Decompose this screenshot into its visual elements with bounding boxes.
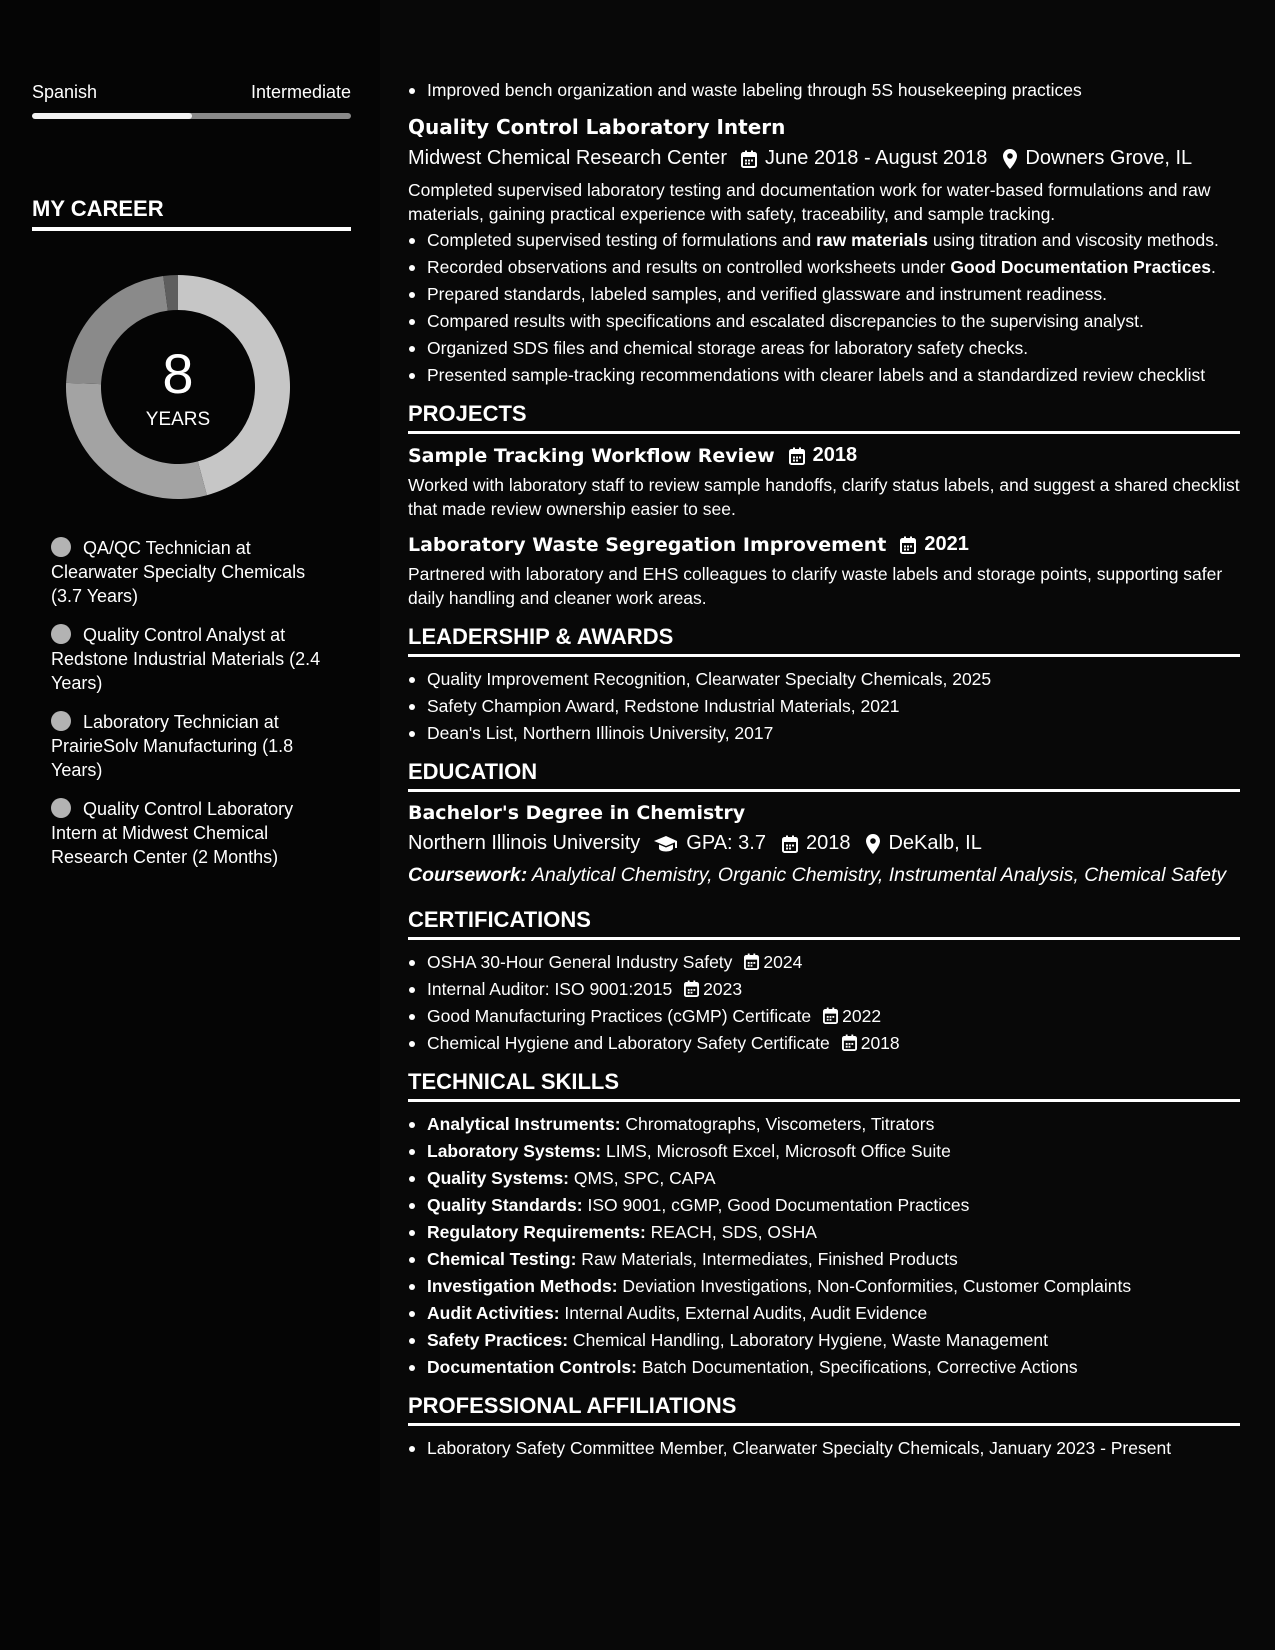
calendar-icon bbox=[684, 980, 699, 997]
job-bullets bbox=[408, 228, 1240, 387]
skill-item bbox=[408, 1166, 1240, 1190]
certifications-heading: CERTIFICATIONS bbox=[408, 907, 1240, 940]
career-years-label: YEARS bbox=[145, 409, 211, 430]
bullet-item bbox=[408, 228, 1240, 252]
skill-values: QMS, SPC, CAPA bbox=[569, 1168, 716, 1188]
certification-year: 2022 bbox=[842, 1006, 882, 1026]
job-location: Downers Grove, IL bbox=[1025, 147, 1193, 169]
certification-name: Chemical Hygiene and Laboratory Safety Certificate bbox=[427, 1033, 830, 1053]
graduation-year: 2018 bbox=[805, 832, 851, 854]
calendar-icon bbox=[782, 835, 798, 853]
degree-title: Bachelor's Degree in Chemistry bbox=[408, 802, 746, 824]
skill-values: Batch Documentation, Specifications, Corrective Actions bbox=[637, 1357, 1078, 1377]
bullet-bold: raw materials bbox=[816, 230, 928, 250]
coursework-text: Analytical Chemistry, Organic Chemistry, Instrumental Analysis, Chemical Safety bbox=[527, 864, 1227, 886]
education-meta bbox=[408, 832, 1240, 855]
skill-item bbox=[408, 1247, 1240, 1271]
project-item bbox=[408, 533, 1240, 610]
skill-category: Investigation Methods: bbox=[427, 1276, 618, 1296]
project-description: Partnered with laboratory and EHS colleagues to clarify waste labels and storage points, supporting safer daily handling and cleaner work areas. bbox=[408, 564, 1223, 608]
calendar-icon bbox=[900, 536, 916, 554]
career-item-text: Quality Control Analyst at Redstone Industrial Materials (2.4 Years) bbox=[51, 625, 321, 693]
job-description: Completed supervised laboratory testing and documentation work for water-based formulations and raw materials, gaining practical experience with safety, traceability, and sample tracking. bbox=[408, 180, 1211, 224]
skill-category: Safety Practices: bbox=[427, 1330, 569, 1350]
career-item-text: Laboratory Technician at PrairieSolv Manufacturing (1.8 Years) bbox=[51, 712, 294, 780]
certification-item bbox=[408, 1031, 1240, 1055]
career-item bbox=[51, 797, 331, 869]
skill-category: Regulatory Requirements: bbox=[427, 1222, 646, 1242]
affiliations-heading: PROFESSIONAL AFFILIATIONS bbox=[408, 1393, 1240, 1426]
career-years-number: 8 bbox=[162, 342, 194, 405]
skill-item bbox=[408, 1274, 1240, 1298]
bullet-bold: Good Documentation Practices bbox=[950, 257, 1211, 277]
skill-category: Chemical Testing: bbox=[427, 1249, 577, 1269]
calendar-icon bbox=[842, 1034, 857, 1051]
language-progress-bar bbox=[32, 113, 351, 119]
school-name: Northern Illinois University bbox=[408, 832, 641, 854]
bullet-item: Compared results with specifications and escalated discrepancies to the supervising analyst. bbox=[408, 309, 1240, 333]
award-item: Quality Improvement Recognition, Clearwater Specialty Chemicals, 2025 bbox=[408, 667, 1240, 691]
skill-category: Documentation Controls: bbox=[427, 1357, 637, 1377]
project-title-row bbox=[408, 444, 1240, 467]
career-heading: MY CAREER bbox=[32, 196, 351, 231]
graduation-cap-icon bbox=[654, 836, 678, 852]
job-company: Midwest Chemical Research Center bbox=[408, 147, 728, 169]
career-dot bbox=[51, 624, 71, 644]
career-dot bbox=[51, 537, 71, 557]
skill-item bbox=[408, 1193, 1240, 1217]
award-item: Safety Champion Award, Redstone Industrial Materials, 2021 bbox=[408, 694, 1240, 718]
certification-year: 2023 bbox=[703, 979, 743, 999]
calendar-icon bbox=[789, 447, 805, 465]
career-item bbox=[51, 710, 331, 782]
skill-values: Internal Audits, External Audits, Audit Evidence bbox=[559, 1303, 928, 1323]
certification-item bbox=[408, 950, 1240, 974]
skill-item bbox=[408, 1112, 1240, 1136]
project-description: Worked with laboratory staff to review sample handoffs, clarify status labels, and suggest a shared checklist that made review ownership easier to see. bbox=[408, 475, 1240, 519]
sidebar bbox=[0, 0, 380, 1650]
skill-category: Laboratory Systems: bbox=[427, 1141, 602, 1161]
project-title-row bbox=[408, 533, 1240, 556]
calendar-icon bbox=[744, 953, 759, 970]
affiliation-item: Laboratory Safety Committee Member, Clearwater Specialty Chemicals, January 2023 - Present bbox=[408, 1436, 1240, 1460]
calendar-icon bbox=[823, 1007, 838, 1024]
gpa: GPA: 3.7 bbox=[686, 832, 766, 854]
project-item bbox=[408, 444, 1240, 521]
career-list bbox=[51, 536, 331, 884]
project-title: Laboratory Waste Segregation Improvement bbox=[408, 533, 887, 556]
project-year: 2021 bbox=[924, 533, 969, 555]
calendar-icon bbox=[741, 150, 757, 168]
certifications-list bbox=[408, 950, 1240, 1055]
bullet-text: Completed supervised testing of formulations and bbox=[427, 230, 817, 250]
previous-job-bullets bbox=[408, 78, 1240, 102]
coursework bbox=[408, 863, 1240, 887]
skill-item bbox=[408, 1220, 1240, 1244]
bullet-text: Recorded observations and results on controlled worksheets under bbox=[427, 257, 951, 277]
project-title: Sample Tracking Workflow Review bbox=[408, 444, 775, 467]
awards-heading: LEADERSHIP & AWARDS bbox=[408, 624, 1240, 657]
skill-values: Raw Materials, Intermediates, Finished Products bbox=[576, 1249, 958, 1269]
skill-item bbox=[408, 1328, 1240, 1352]
skill-category: Quality Systems: bbox=[427, 1168, 569, 1188]
certification-year: 2018 bbox=[860, 1033, 900, 1053]
resume-content bbox=[408, 78, 1240, 1463]
skill-values: LIMS, Microsoft Excel, Microsoft Office Suite bbox=[601, 1141, 951, 1161]
career-item-text: QA/QC Technician at Clearwater Specialty Chemicals (3.7 Years) bbox=[51, 538, 306, 606]
career-item-text: Quality Control Laboratory Intern at Midwest Chemical Research Center (2 Months) bbox=[51, 799, 294, 867]
certification-item bbox=[408, 977, 1240, 1001]
certification-year: 2024 bbox=[763, 952, 803, 972]
skill-item bbox=[408, 1139, 1240, 1163]
coursework-label: Coursework: bbox=[408, 864, 528, 886]
language-level: Intermediate bbox=[250, 82, 351, 102]
award-item: Dean's List, Northern Illinois University, 2017 bbox=[408, 721, 1240, 745]
career-item bbox=[51, 623, 331, 695]
location-pin-icon bbox=[866, 834, 880, 854]
certification-name: Internal Auditor: ISO 9001:2015 bbox=[427, 979, 673, 999]
bullet-item: Presented sample-tracking recommendations with clearer labels and a standardized review checklist bbox=[408, 363, 1240, 387]
bullet-text: using titration and viscosity methods. bbox=[927, 230, 1219, 250]
skill-values: REACH, SDS, OSHA bbox=[645, 1222, 817, 1242]
certification-name: OSHA 30-Hour General Industry Safety bbox=[427, 952, 733, 972]
skill-item bbox=[408, 1301, 1240, 1325]
skill-values: Chemical Handling, Laboratory Hygiene, Waste Management bbox=[568, 1330, 1048, 1350]
skill-values: ISO 9001, cGMP, Good Documentation Practices bbox=[582, 1195, 970, 1215]
education-heading: EDUCATION bbox=[408, 759, 1240, 792]
skill-item bbox=[408, 1355, 1240, 1379]
skill-values: Deviation Investigations, Non-Conformities, Customer Complaints bbox=[617, 1276, 1132, 1296]
affiliations-list bbox=[408, 1436, 1240, 1460]
job-meta bbox=[408, 147, 1240, 170]
bullet-text: . bbox=[1210, 257, 1216, 277]
school-location: DeKalb, IL bbox=[888, 832, 982, 854]
bullet-item: Prepared standards, labeled samples, and verified glassware and instrument readiness. bbox=[408, 282, 1240, 306]
skill-category: Analytical Instruments: bbox=[427, 1114, 621, 1134]
bullet-item: Improved bench organization and waste labeling through 5S housekeeping practices bbox=[408, 78, 1240, 102]
job-dates: June 2018 - August 2018 bbox=[765, 147, 988, 169]
language-row bbox=[32, 82, 351, 103]
job-title: Quality Control Laboratory Intern bbox=[408, 115, 786, 139]
bullet-item: Organized SDS files and chemical storage areas for laboratory safety checks. bbox=[408, 336, 1240, 360]
location-pin-icon bbox=[1003, 149, 1017, 169]
project-year: 2018 bbox=[812, 444, 858, 466]
skills-heading: TECHNICAL SKILLS bbox=[408, 1069, 1240, 1102]
projects-heading: PROJECTS bbox=[408, 401, 1240, 434]
skills-list bbox=[408, 1112, 1240, 1379]
certification-name: Good Manufacturing Practices (cGMP) Certificate bbox=[427, 1006, 812, 1026]
language-progress-fill bbox=[32, 113, 192, 119]
language-name: Spanish bbox=[32, 82, 98, 102]
certification-item bbox=[408, 1004, 1240, 1028]
career-dot bbox=[51, 798, 71, 818]
awards-list bbox=[408, 667, 1240, 745]
career-item bbox=[51, 536, 331, 608]
skill-values: Chromatographs, Viscometers, Titrators bbox=[620, 1114, 935, 1134]
bullet-item bbox=[408, 255, 1240, 279]
skill-category: Quality Standards: bbox=[427, 1195, 583, 1215]
career-dot bbox=[51, 711, 71, 731]
skill-category: Audit Activities: bbox=[427, 1303, 560, 1323]
